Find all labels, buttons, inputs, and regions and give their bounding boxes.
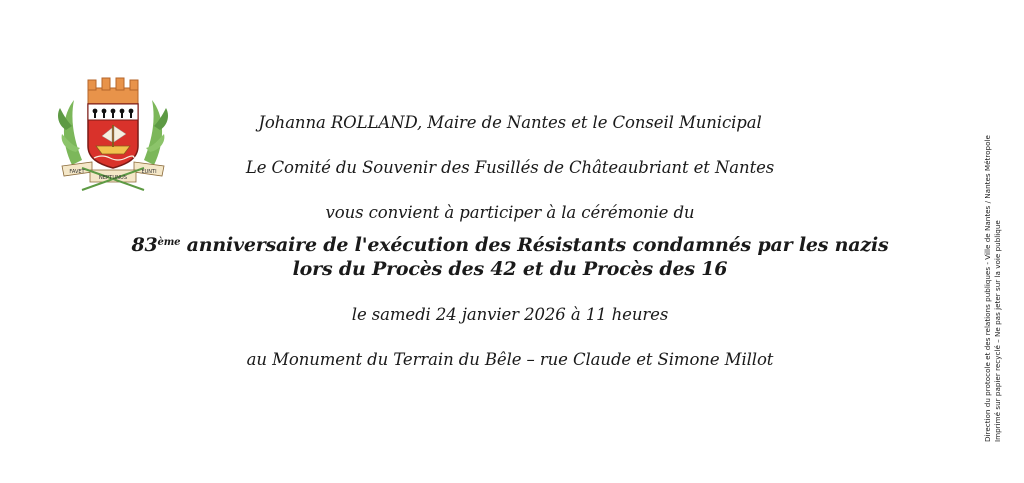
ceremony-headline [110,233,910,281]
headline-ordinal: 83 [131,234,158,256]
headline-line-1 [110,233,910,257]
date-line: le samedi 24 janvier 2026 à 11 heures [351,305,669,324]
motto-right-text: EUNTI [141,169,157,175]
sidenote-line-2: Imprimé sur papier recyclé – Ne pas jeter sur la voie publique [993,220,1002,442]
committee-line: Le Comité du Souvenir des Fusillés de Châteaubriant et Nantes [245,158,775,177]
place-line: au Monument du Terrain du Bêle – rue Claude et Simone Millot [246,350,774,369]
headline-text: anniversaire de l'exécution des Résistants condamnés par les nazis [180,234,889,256]
sidenote-line-1: Direction du protocole et des relations publiques - Ville de Nantes / Nantes Métropole [983,135,992,442]
host-line: Johanna ROLLAND, Maire de Nantes et le Conseil Municipal [258,113,762,132]
headline-line-2: lors du Procès des 42 et du Procès des 16 [292,258,728,280]
invitation-line: vous convient à participer à la cérémonie du [325,203,695,222]
motto-center-text: NEPTUNUS [98,175,128,181]
print-credit-sidenote [983,82,1003,442]
headline-ordinal-suffix: ème [157,237,181,248]
motto-left-text: FAVET [69,169,85,175]
